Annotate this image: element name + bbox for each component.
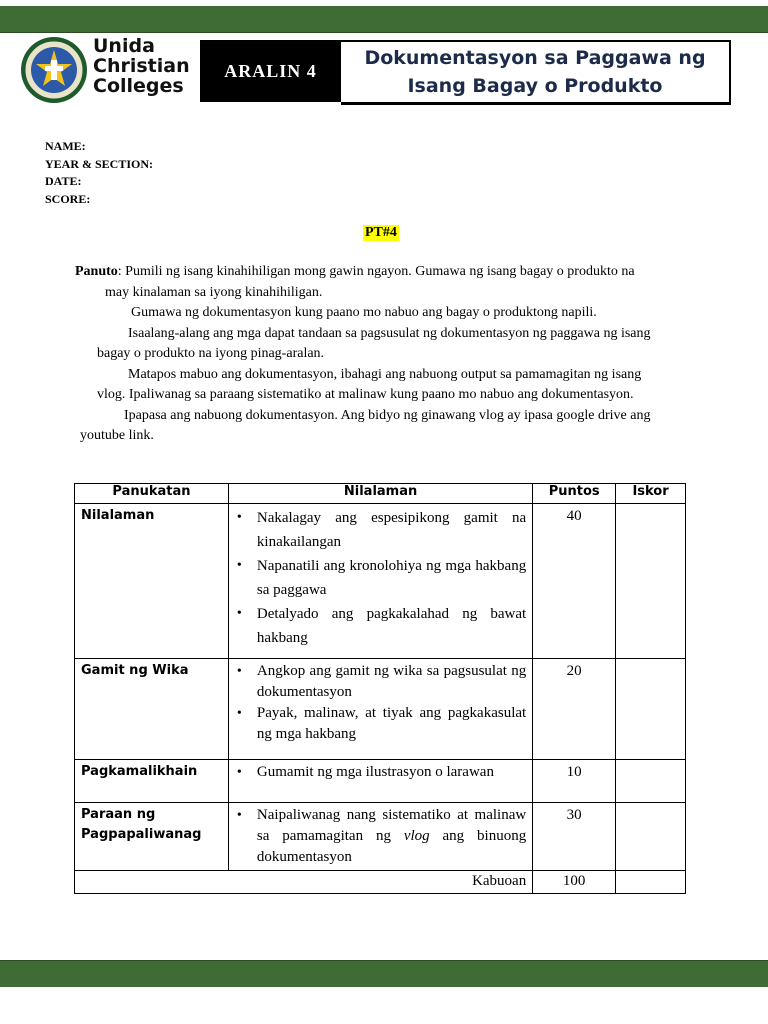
rubric-table [74,483,686,894]
total-row [75,871,686,894]
total-score-cell [616,871,686,894]
list-item: • Gumamit ng mga ilustrasyon o larawan [235,762,526,783]
criterion-cell: Gamit ng Wika [75,659,229,760]
instruction-line: youtube link. [80,428,154,443]
list-item: • Angkop ang gamit ng wika sa pagsusulat ng dokumentasyon [235,661,526,703]
year-section-field-label: YEAR & SECTION: [45,156,154,171]
column-header: Iskor [616,484,686,504]
score-field-label: SCORE: [45,191,91,206]
description-cell [228,504,532,659]
lesson-label: ARALIN 4 [200,40,341,102]
rubric-row [75,760,686,803]
list-item: • Naipaliwanag nang sistematiko at malinaw sa pamamagitan ng vlog ang binuong dokumentasyon [235,805,526,868]
rubric-row [75,504,686,659]
description-cell [228,803,532,871]
description-cell [228,659,532,760]
points-cell: 40 [533,504,616,659]
school-name-line: Colleges [93,75,184,97]
lesson-title [364,44,705,100]
column-header: Panukatan [75,484,229,504]
total-points: 100 [533,871,616,894]
instruction-line: bagay o produkto na iyong pinag-aralan. [97,346,325,361]
lesson-title-box [341,40,731,105]
instruction-line: Matapos mabuo ang dokumentasyon, ibahagi ang nabuong output sa pamamagitan ng isang [128,366,642,382]
student-info-fields [45,138,153,208]
points-cell: 10 [533,760,616,803]
instruction-line: vlog. Ipaliwanag sa paraang sistematiko at malinaw kung paano mo nabuo ang dokumentasyon. [97,387,634,402]
rubric-header-row [75,484,686,504]
lesson-title-line: Dokumentasyon sa Paggawa ng [364,47,706,69]
instructions-label: Panuto [75,264,118,279]
performance-task-label: PT#4 [365,225,397,240]
instruction-line: Gumawa ng dokumentasyon kung paano mo nabuo ang bagay o produktong napili. [131,305,597,320]
rubric-row [75,803,686,871]
list-item: • Nakalagay ang espesipikong gamit na kinakailangan [235,506,526,554]
school-name-line: Unida [93,35,155,57]
criterion-cell: Paraan ng Pagpapaliwanag [75,803,229,871]
score-cell [616,504,686,659]
points-cell: 20 [533,659,616,760]
date-field-label: DATE: [45,174,82,188]
list-item: • Napanatili ang kronolohiya ng mga hakbang sa paggawa [235,554,526,602]
score-cell [616,760,686,803]
column-header: Puntos [533,484,616,504]
list-item: • Payak, malinaw, at tiyak ang pagkakasulat ng mga hakbang [235,703,526,745]
school-name-line: Christian [93,55,190,77]
total-label: Kabuoan [75,871,533,894]
criterion-cell: Nilalaman [75,504,229,659]
header-band [0,6,768,32]
school-name [93,36,190,96]
footer-band [0,961,768,987]
school-seal-logo [20,36,88,104]
rubric-row [75,659,686,760]
list-item: • Detalyado ang pagkakalahad ng bawat hakbang [235,602,526,650]
instruction-line: Isaalang-alang ang mga dapat tandaan sa pagsusulat ng dokumentasyon ng paggawa ng isang [128,325,651,341]
instruction-line: Ipapasa ang nabuong dokumentasyon. Ang bidyo ng ginawang vlog ay ipasa google drive ang [124,407,651,423]
instruction-line: may kinalaman sa iyong kinahihiligan. [105,284,323,300]
score-cell [616,803,686,871]
criterion-cell: Pagkamalikhain [75,760,229,803]
lesson-title-line: Isang Bagay o Produkto [407,75,663,97]
column-header: Nilalaman [228,484,532,504]
points-cell: 30 [533,803,616,871]
description-cell [228,760,532,803]
name-field-label: NAME: [45,139,86,153]
instruction-line: Panuto: Pumili ng isang kinahihiligan mong gawin ngayon. Gumawa ng isang bagay o produkto na [75,264,635,279]
score-cell [616,659,686,760]
